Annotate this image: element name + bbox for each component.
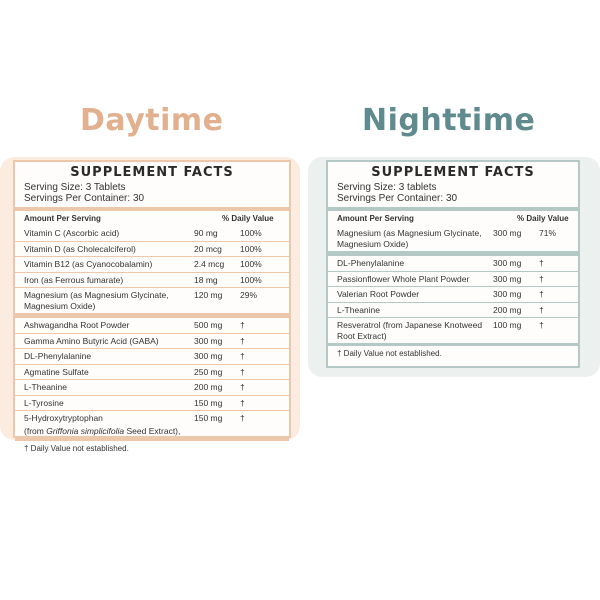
nutrient-name: Vitamin D (as Cholecalciferol) <box>24 243 136 254</box>
serving-size: Serving Size: 3 Tablets <box>24 182 126 193</box>
nutrient-amount: 150 mg <box>194 413 223 423</box>
herbal-rows <box>15 318 289 426</box>
nutrient-name: Magnesium (as Magnesium Glycinate, Magnesium Oxide) <box>24 290 169 311</box>
facts-title: SUPPLEMENT FACTS <box>371 165 535 180</box>
vitamin-rows <box>15 226 289 313</box>
column-header <box>328 211 578 226</box>
nutrient-amount: 100 mg <box>493 320 522 330</box>
nutrient-name: Gamma Amino Butyric Acid (GABA) <box>24 335 159 346</box>
nutrient-row <box>15 256 289 272</box>
nutrient-name: L-Theanine <box>24 382 68 392</box>
nutrient-name: Resveratrol (from Japanese Knotweed Root Extract) <box>337 320 483 341</box>
servings-per-container: Servings Per Container: 30 <box>24 193 145 204</box>
footnote: † Daily Value not established. <box>15 438 289 457</box>
herbal-rows <box>328 256 578 343</box>
nutrient-name: DL-Phenylalanine <box>24 351 92 361</box>
htp-species: Griffonia simplicifolia <box>46 425 125 436</box>
nutrient-amount: 200 mg <box>194 382 223 392</box>
column-header <box>15 211 289 226</box>
header-amount: Amount Per Serving <box>337 214 414 223</box>
nutrient-daily-value: † <box>539 304 544 315</box>
servings-per-container: Servings Per Container: 30 <box>337 193 458 204</box>
nutrient-amount: 300 mg <box>493 273 522 284</box>
nutrient-row <box>15 395 289 411</box>
nutrient-daily-value: 100% <box>240 243 262 254</box>
facts-title: SUPPLEMENT FACTS <box>70 165 234 180</box>
nutrient-daily-value: † <box>240 413 245 423</box>
nutrient-row <box>15 318 289 333</box>
nutrient-amount: 20 mcg <box>194 243 222 254</box>
nutrient-row <box>15 410 289 426</box>
nutrient-amount: 200 mg <box>493 304 522 315</box>
nutrient-daily-value: † <box>240 320 245 330</box>
daytime-supplement-facts <box>13 160 291 453</box>
nutrient-row <box>15 226 289 241</box>
nutrient-name: L-Tyrosine <box>24 397 64 408</box>
header-amount: Amount Per Serving <box>24 214 101 223</box>
nutrient-name: Ashwagandha Root Powder <box>24 320 130 330</box>
nutrient-row <box>328 271 578 287</box>
nutrient-daily-value: 100% <box>240 259 262 269</box>
nutrient-row <box>328 286 578 302</box>
nutrient-amount: 120 mg <box>194 290 223 300</box>
htp-source-note: (from Griffonia simplicifolia Seed Extract), <box>24 425 181 436</box>
nutrient-amount: 300 mg <box>493 228 522 238</box>
mineral-rows <box>328 226 578 251</box>
nutrient-daily-value: † <box>240 366 245 377</box>
nutrient-row <box>328 302 578 318</box>
nutrient-amount: 500 mg <box>194 320 223 330</box>
nutrient-name: DL-Phenylalanine <box>337 258 405 268</box>
nutrient-daily-value: † <box>240 382 245 392</box>
nutrient-daily-value: † <box>240 335 245 346</box>
nutrient-row <box>15 241 289 257</box>
nutrient-row <box>15 272 289 288</box>
nutrient-amount: 250 mg <box>194 366 223 377</box>
nutrient-name: Iron (as Ferrous fumarate) <box>24 274 124 285</box>
nutrient-amount: 300 mg <box>194 335 223 346</box>
header-daily-value: % Daily Value <box>517 214 569 223</box>
nutrient-name: Valerian Root Powder <box>337 289 420 299</box>
nutrient-row <box>15 287 289 313</box>
nutrient-row <box>328 256 578 271</box>
nutrient-name: Passionflower Whole Plant Powder <box>337 273 470 284</box>
nutrient-amount: 150 mg <box>194 397 223 408</box>
nutrient-name: Magnesium (as Magnesium Glycinate, Magnesium Oxide) <box>337 228 482 249</box>
footnote: † Daily Value not established. <box>328 343 578 362</box>
nutrient-name: Agmatine Sulfate <box>24 366 89 377</box>
nutrient-daily-value: † <box>240 351 245 361</box>
nutrient-row <box>15 379 289 395</box>
nutrient-daily-value: † <box>539 258 544 268</box>
serving-size: Serving Size: 3 tablets <box>337 182 437 193</box>
nutrient-row <box>15 333 289 349</box>
nutrient-daily-value: † <box>539 273 544 284</box>
nutrient-amount: 300 mg <box>493 289 522 299</box>
nighttime-supplement-facts <box>326 160 580 368</box>
nutrient-amount: 300 mg <box>194 351 223 361</box>
nutrient-row <box>328 317 578 343</box>
nutrient-amount: 18 mg <box>194 274 218 285</box>
nutrient-name: L-Theanine <box>337 304 381 315</box>
nutrient-row <box>328 226 578 251</box>
daytime-heading: Daytime <box>80 103 224 138</box>
nutrient-daily-value: 71% <box>539 228 557 238</box>
nutrient-amount: 300 mg <box>493 258 522 268</box>
nutrient-daily-value: 100% <box>240 228 262 238</box>
nighttime-heading: Nighttime <box>362 103 536 138</box>
nutrient-row <box>15 348 289 364</box>
nutrient-amount: 2.4 mcg <box>194 259 225 269</box>
nutrient-name: 5-Hydroxytryptophan <box>24 413 103 423</box>
nutrient-daily-value: † <box>539 320 544 330</box>
nutrient-row <box>15 364 289 380</box>
nutrient-daily-value: † <box>539 289 544 299</box>
nutrient-daily-value: † <box>240 397 245 408</box>
nutrient-name: Vitamin B12 (as Cyanocobalamin) <box>24 259 153 269</box>
nutrient-name: Vitamin C (Ascorbic acid) <box>24 228 120 238</box>
nutrient-amount: 90 mg <box>194 228 218 238</box>
header-daily-value: % Daily Value <box>222 214 274 223</box>
nutrient-daily-value: 100% <box>240 274 262 285</box>
nutrient-daily-value: 29% <box>240 290 258 300</box>
